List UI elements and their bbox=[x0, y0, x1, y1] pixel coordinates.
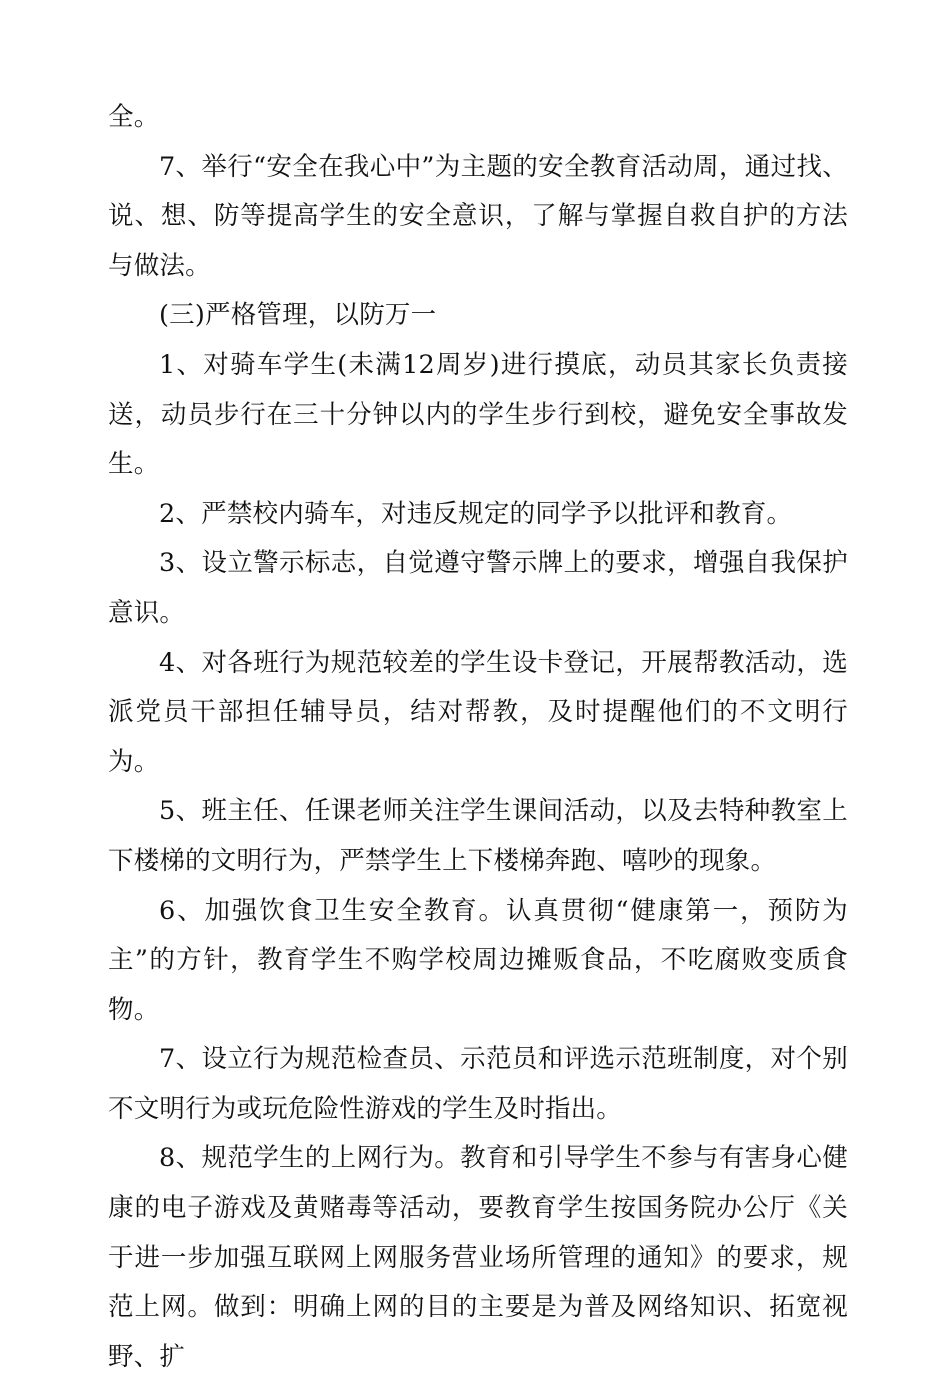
paragraph-item-3-warning-signs: 3、设立警示标志，自觉遵守警示牌上的要求，增强自我保护意识。 bbox=[108, 548, 848, 628]
paragraph-item-1-cycling-students: 1、对骑车学生(未满12周岁)进行摸底，动员其家长负责接送，动员步行在三十分钟以内的学生步行到校，避免安全事故发生。 bbox=[108, 349, 848, 480]
paragraph-item-6-food-safety: 6、加强饮食卫生安全教育。认真贯彻“健康第一，预防为主”的方针，教育学生不购学校周边摊贩食品，不吃腐败变质食物。 bbox=[108, 895, 848, 1025]
paragraph-item-5-stairs: 5、班主任、任课老师关注学生课间活动，以及去特种教室上下楼梯的文明行为，严禁学生上下楼梯奔跑、嘻吵的现象。 bbox=[108, 796, 848, 876]
section-heading-strict-management: (三)严格管理，以防万一 bbox=[159, 300, 437, 331]
paragraph-item-7-activity-week: 7、举行“安全在我心中”为主题的安全教育活动周，通过找、说、想、防等提高学生的安全意识，了解与掌握自救自护的方法与做法。 bbox=[108, 151, 848, 281]
paragraph-continuation: 全。 bbox=[108, 102, 160, 132]
paragraph-item-2-no-cycling: 2、严禁校内骑车，对违反规定的同学予以批评和教育。 bbox=[159, 498, 793, 529]
paragraph-item-4-registration: 4、对各班行为规范较差的学生设卡登记，开展帮教活动，选派党员干部担任辅导员，结对帮教，及时提醒他们的不文明行为。 bbox=[108, 647, 848, 777]
paragraph-item-7-inspectors: 7、设立行为规范检查员、示范员和评选示范班制度，对个别不文明行为或玩危险性游戏的学生及时指出。 bbox=[108, 1044, 848, 1124]
paragraph-item-8-internet: 8、规范学生的上网行为。教育和引导学生不参与有害身心健康的电子游戏及黄赌毒等活动，要教育学生按国务院办公厅《关于进一步加强互联网上网服务营业场所管理的通知》的要求，规范上网。做到：明确上网的目的主要是为普及网络知识、拓宽视野、扩 bbox=[108, 1143, 848, 1372]
document-body bbox=[108, 93, 848, 1382]
